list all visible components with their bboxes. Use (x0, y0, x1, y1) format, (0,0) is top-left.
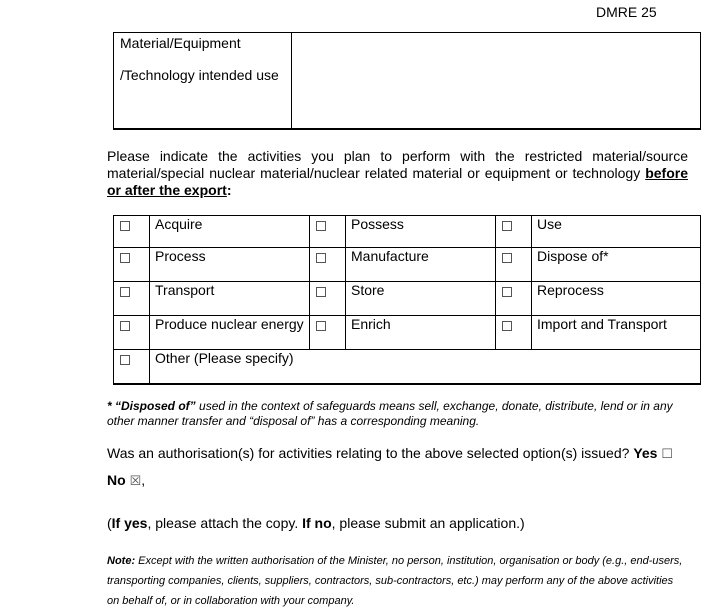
activity-label: Produce nuclear energy (150, 316, 310, 350)
intended-use-label-line2: /Technology intended use (120, 67, 279, 83)
activity-label: Store (346, 282, 496, 316)
activity-label: Acquire (150, 216, 310, 248)
checkbox-use[interactable] (502, 221, 512, 231)
intended-use-label-line1: Material/Equipment (120, 35, 241, 51)
activity-row (114, 316, 701, 350)
document-code: DMRE 25 (596, 4, 657, 20)
authorisation-question (107, 445, 692, 462)
activity-row (114, 282, 701, 316)
activity-label: Process (150, 248, 310, 282)
no-suffix: , (141, 472, 146, 488)
attach-mid: , please attach the copy. (147, 515, 303, 531)
instructions-suffix: : (226, 182, 232, 198)
checkbox-dispose-of[interactable] (502, 253, 512, 263)
activity-label: Transport (150, 282, 310, 316)
intended-use-label (114, 33, 292, 128)
checkbox-store[interactable] (316, 287, 326, 297)
footnote-text: used in the context of safeguards means sell, exchange, donate, distribute, lend or in any other manner transfer and “disposal of” has a corresponding meaning. (107, 399, 673, 428)
note-text: Except with the written authorisation of the Minister, no person, institution, organisation or body (e.g., end-users, transporting companies, clients, suppliers, contractors, sub-contractors, etc.) may perform any of the above activities on behalf of, or in collaboration with your company. (107, 555, 683, 607)
no-label: No (107, 472, 126, 488)
activity-row-other (114, 350, 701, 384)
checkbox-import-and-transport[interactable] (502, 321, 512, 331)
note-label: Note: (107, 555, 136, 567)
authorisation-question-text: Was an authorisation(s) for activities relating to the above selected option(s) issued? (107, 445, 634, 461)
activities-instructions (107, 148, 688, 199)
activity-label: Use (532, 216, 701, 248)
checkbox-reprocess[interactable] (502, 287, 512, 297)
activity-label: Reprocess (532, 282, 701, 316)
checkbox-other[interactable] (120, 355, 130, 365)
if-no-label: If no (302, 515, 332, 531)
activity-row (114, 248, 701, 282)
attach-instruction (107, 515, 525, 531)
activity-label: Enrich (346, 316, 496, 350)
if-yes-label: If yes (111, 515, 148, 531)
no-checkbox-icon[interactable]: ☒ (129, 473, 142, 488)
activity-other-label[interactable]: Other (Please specify) (150, 350, 701, 384)
intended-use-table (113, 32, 701, 130)
note (107, 551, 688, 611)
instructions-text: Please indicate the activities you plan to perform with the restricted material/source material/special nuclear material/nuclear related material or equipment or technology (107, 148, 688, 181)
checkbox-process[interactable] (120, 253, 130, 263)
checkbox-manufacture[interactable] (316, 253, 326, 263)
activity-label: Import and Transport (532, 316, 701, 350)
attach-end: , please submit an application.) (331, 515, 525, 531)
footnote-term: * “Disposed of” (107, 399, 196, 413)
no-option (107, 472, 145, 489)
instructions-emphasis: before or after the export (107, 165, 688, 198)
checkbox-acquire[interactable] (120, 221, 130, 231)
yes-label: Yes (633, 445, 658, 461)
checkbox-transport[interactable] (120, 287, 130, 297)
checkbox-possess[interactable] (316, 221, 326, 231)
checkbox-produce-nuclear-energy[interactable] (120, 321, 130, 331)
activity-label: Manufacture (346, 248, 496, 282)
yes-checkbox-icon[interactable]: ☐ (661, 446, 673, 461)
activities-table (113, 215, 701, 385)
footnote (107, 399, 692, 429)
activity-label: Dispose of* (532, 248, 701, 282)
activity-label: Possess (346, 216, 496, 248)
activity-row (114, 216, 701, 248)
attach-open: ( (107, 515, 112, 531)
checkbox-enrich[interactable] (316, 321, 326, 331)
